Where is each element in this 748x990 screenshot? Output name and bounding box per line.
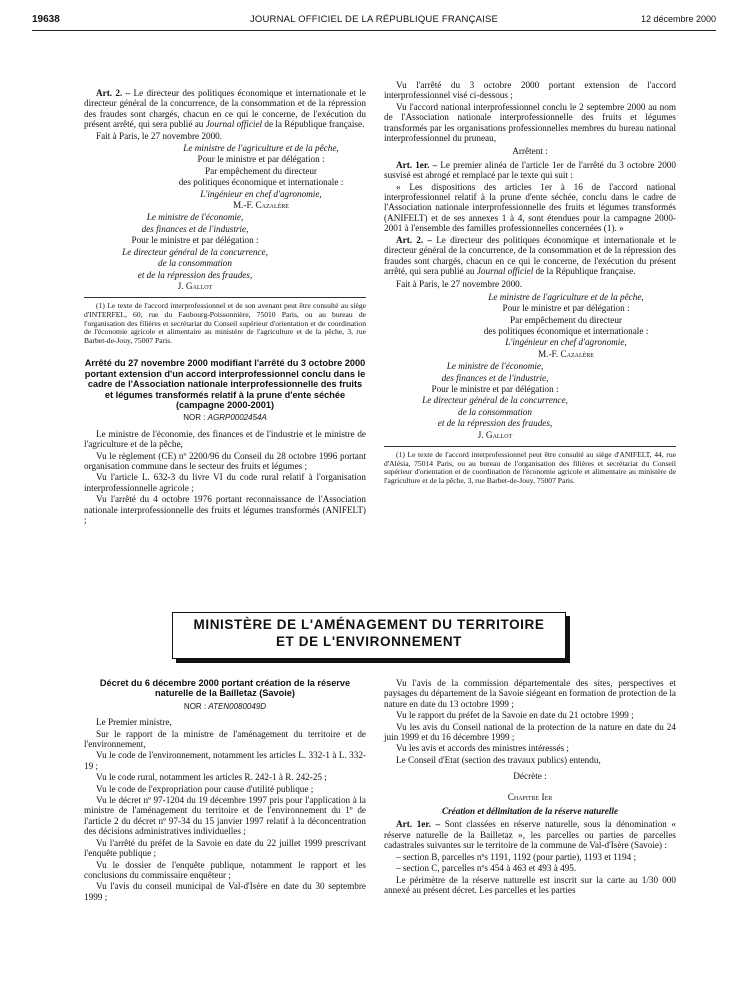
nor-reference: NOR : ATEN0080049D <box>183 701 267 711</box>
visa-code-rural: Vu le code rural, notamment les articles R. 242-1 à R. 242-25 ; <box>96 772 327 783</box>
signature-block-1: Le ministre de l'agriculture et de la pêche, Pour le ministre et par délégation : Par empêchement du directeur des politiques économique et internationale : L'ingénieur en chef d'agronomie, M.-F. Cazalère <box>483 291 649 359</box>
arretent: Arrêtent : <box>512 146 548 157</box>
ministry-title-line-2: ET DE L'ENVIRONNEMENT <box>275 634 463 649</box>
visa-code-expropriation: Vu le code de l'expropriation pour cause d'utilité publique ; <box>96 783 314 794</box>
left-top-column <box>84 88 366 526</box>
list-item: – section C, parcelles nºs 454 à 463 et 493 à 495. <box>396 863 577 874</box>
arrete-title: Arrêté du 27 novembre 2000 modifiant l'arrêté du 3 octobre 2000 portant extension d'un accord interprofessionnel conclu dans le cadre de l'Association nationale interprofessionnelle des fruits et légumes transformés relatif à la prune d'ente séchée (campagne 2000-2001) <box>84 358 366 410</box>
visa-reglement: Vu le règlement (CE) nº 2200/96 du Conseil du 28 octobre 1996 portant organisation commune dans le secteur des fruits et légumes ; <box>84 450 366 471</box>
left-bottom-column <box>84 678 366 903</box>
visa-conseil-municipal: Vu l'avis du conseil municipal de Val-d'Isère en date du 30 septembre 1999 ; <box>84 881 366 902</box>
visa-cnpn: Vu les avis du Conseil national de la protection de la nature en date du 24 juin 1999 et du 16 décembre 1999 ; <box>384 721 676 743</box>
footnote: (1) Le texte de l'accord interprofessionnel peut être consulté au siège d'ANIFELT, 44, rue d'Alésia, 75014 Paris, ou au bureau de l'organisation des filières et secrétariat du Conseil supérieur d'orientation et de coordination de l'économie agricole et alimentaire au ministère de l'agriculture et de la pêche, 3, rue Barbet-de-Jouy, 75007 Paris. <box>384 450 676 485</box>
fait-a-paris: Fait à Paris, le 27 novembre 2000. <box>396 279 523 290</box>
article-1: Art. 1er. – Le premier alinéa de l'article 1er de l'arrêté du 3 octobre 2000 susvisé est abrogé et remplacé par le texte qui suit : <box>384 159 676 181</box>
signature-block-1: Le ministre de l'agriculture et de la pêche, Pour le ministre et par délégation : Par empêchement du directeur des politiques économique et internationale : L'ingénieur en chef d'agronomie, M.-F. Cazalère <box>178 143 344 211</box>
conseil-etat: Le Conseil d'Etat (section des travaux publics) entendu, <box>396 754 601 765</box>
preamble-ministers: Le ministre de l'économie, des finances et de l'industrie et le ministre de l'agriculture et de la pêche, <box>84 428 366 450</box>
visa-article: Vu l'article L. 632-3 du livre VI du code rural relatif à l'organisation interprofessionnelle agricole ; <box>84 472 366 493</box>
visa-arrete-prefet: Vu l'arrêté du préfet de la Savoie en date du 22 juillet 1999 prescrivant l'enquête publique ; <box>84 837 366 859</box>
ministry-banner <box>172 612 566 659</box>
visa-code-environnement: Vu le code de l'environnement, notamment les articles L. 332-1 à L. 332-19 ; <box>84 750 366 771</box>
page-header <box>32 14 716 30</box>
issue-date: 12 décembre 2000 <box>640 14 716 24</box>
header-rule <box>32 30 716 31</box>
fait-a-paris: Fait à Paris, le 27 novembre 2000. <box>96 130 223 141</box>
footnote-divider <box>84 297 366 298</box>
article-1-quote: « Les dispositions des articles 1er à 16 de l'accord national interprofessionnel relatif à la prune d'ente séchée, conclu dans le cadre de l'Association nationale interprofessionnelle des fruits et légumes transformés (ANIFELT) et de ses annexes 1 à 4, sont étendues pour la campagne 2000-2001 à l'ensemble des familles professionnelles concernées (1). » <box>384 181 676 234</box>
sur-le-rapport: Sur le rapport de la ministre de l'aménagement du territoire et de l'environnement, <box>84 728 366 750</box>
journal-title: JOURNAL OFFICIEL DE LA RÉPUBLIQUE FRANÇAISE <box>249 14 499 25</box>
visa-ministres: Vu les avis et accords des ministres intéressés ; <box>396 743 569 754</box>
visa-accord: Vu l'accord national interprofessionnel conclu le 2 septembre 2000 au nom de l'Association nationale interprofessionnelle des fruits et légumes transformés par les organisations professionnelles membres du bureau national interprofessionnel du pruneau, <box>384 101 676 144</box>
nor-reference: NOR : AGRP0002454A <box>183 413 267 423</box>
visa-dossier-enquete: Vu le dossier de l'enquête publique, notamment le rapport et les conclusions du commissaire enquêteur ; <box>84 859 366 880</box>
visa-rapport-prefet: Vu le rapport du préfet de la Savoie en date du 21 octobre 1999 ; <box>396 710 634 721</box>
visa-arrete-1976: Vu l'arrêté du 4 octobre 1976 portant reconnaissance de l'Association nationale interprofessionnelle des fruits et légumes transformés (ANIFELT) ; <box>84 494 366 525</box>
article-2: Art. 2. – Le directeur des politiques économique et internationale et le directeur général de la concurrence, de la consommation et de la répression des fraudes sont chargés, chacun en ce qui le concerne, de l'exécution du présent arrêté, qui sera publié au Journal officiel de la République française. <box>384 234 676 276</box>
signature-block-2: Le ministre de l'économie, des finances et de l'industrie, Pour le ministre et par délégation : Le directeur général de la concurrence, de la consommation et de la répression des fraudes, J. Gallot <box>122 212 268 291</box>
chapitre-title: Création et délimitation de la réserve naturelle <box>441 806 619 817</box>
perimetre-paragraph: Le périmètre de la réserve naturelle est inscrit sur la carte au 1/30 000 annexé au présent décret. Les parcelles et les parties <box>384 874 676 895</box>
decrete: Décrète : <box>513 771 547 782</box>
premier-ministre: Le Premier ministre, <box>96 717 172 728</box>
article-1: Art. 1er. – Sont classées en réserve naturelle, sous la dénomination « réserve naturelle de la Bailletaz », les parcelles ou parties de parcelles cadastrales suivantes sur le territoire de la commune de Val-d'Isère (Savoie) : <box>384 819 676 851</box>
ministry-title-line-1: MINISTÈRE DE L'AMÉNAGEMENT DU TERRITOIRE <box>193 617 545 632</box>
chapitre-heading: Chapitre Ier <box>507 791 553 802</box>
visa-arrete-octobre: Vu l'arrêté du 3 octobre 2000 portant extension de l'accord interprofessionnel visé ci-dessous ; <box>384 80 676 101</box>
page-number: 19638 <box>32 14 60 25</box>
right-bottom-column <box>384 678 676 896</box>
visa-decret-1997: Vu le décret nº 97-1204 du 19 décembre 1997 pris pour l'application à la ministre de l'aménagement du territoire et de l'environnement du 1º de l'article 2 du décret nº 97-34 du 15 janvier 1997 relatif à la déconcentration des décisions administratives individuelles ; <box>84 795 366 837</box>
list-item: – section B, parcelles nºs 1191, 1192 (pour partie), 1193 et 1194 ; <box>396 851 637 862</box>
right-top-column <box>384 80 676 486</box>
decret-title: Décret du 6 décembre 2000 portant création de la réserve naturelle de la Bailletaz (Savoie) <box>99 678 351 699</box>
article-2: Art. 2. – Le directeur des politiques économique et internationale et le directeur général de la concurrence, de la consommation et de la répression des fraudes sont chargés, chacun en ce qui le concerne, de l'exécution du présent arrêté, qui sera publié au Journal officiel de la République française. <box>84 88 366 130</box>
footnote: (1) Le texte de l'accord interprofessionnel et de son avenant peut être consulté au siège d'INTERFEL, 60, rue du Faubourg-Poissonnière, 75010 Paris, ou au bureau de l'organisation des filières et secrétariat du Conseil supérieur d'orientation et de coordination de l'économie agricole et alimentaire au ministère de l'agriculture et de la pêche, 3, rue Barbet-de-Jouy, 75007 Paris. <box>84 301 366 345</box>
signature-block-2: Le ministre de l'économie, des finances et de l'industrie, Pour le ministre et par délégation : Le directeur général de la concurrence, de la consommation et de la répression des fraudes, J. Gallot <box>422 361 568 440</box>
footnote-divider <box>384 446 676 447</box>
visa-commission-sites: Vu l'avis de la commission départementale des sites, perspectives et paysages du département de la Savoie siégeant en formation de protection de la nature en date du 13 octobre 1999 ; <box>384 678 676 709</box>
